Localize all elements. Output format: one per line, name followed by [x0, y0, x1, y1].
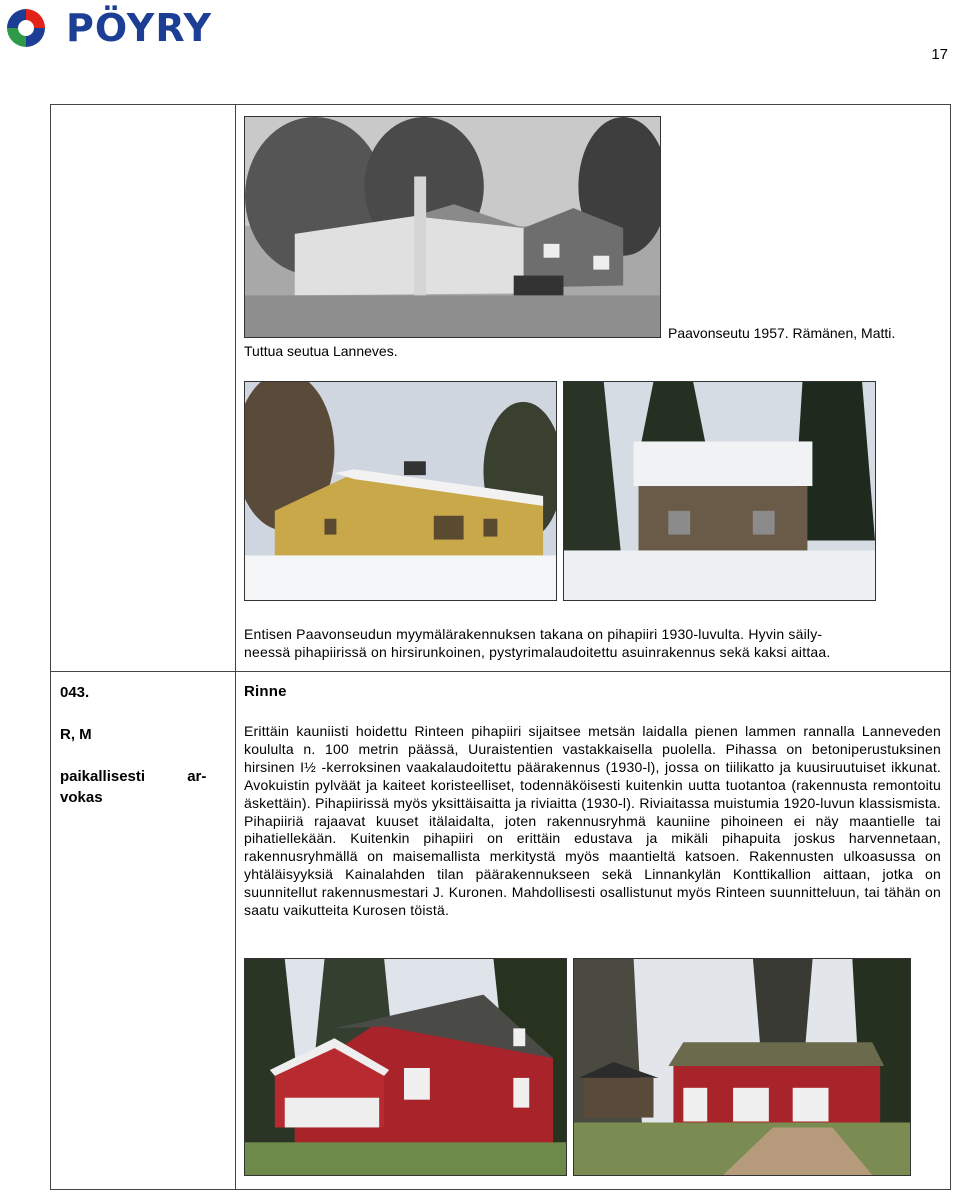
winter-house-yellow-photo — [244, 381, 557, 601]
red-main-building-photo — [244, 958, 567, 1176]
photo-caption-left: Tuttua seutua Lanneves. — [244, 343, 398, 359]
photos-description-line1: Entisen Paavonseudun myymälärakennuksen takana on pihapiiri 1930-luvulta. Hyvin säily- — [244, 626, 823, 642]
winter-house-grey-photo — [563, 381, 876, 601]
entry-value-line1 — [60, 768, 222, 785]
page-number: 17 — [931, 46, 948, 63]
column-divider — [235, 104, 236, 1190]
entry-body: Erittäin kauniisti hoidettu Rinteen pihapiiri sijaitsee metsän laidalla pienen lammen rannalla Lanneveden koululta n. 100 metrin päässä, Uuraistentien vastakkaisella puolella. Pihassa on betoniperustuksinen hirsinen I½ -kerroksinen vaakalaudoitettu päärakennus (1930-l), jossa on tiilikatto ja kuusiruutuiset ikkunat. Avokuistin pylväät ja kaiteet koristeelliset, todennäköisesti kuitenkin uutta tuotantoa (rakennusta remontoitu äskettäin). Pihapiirissä myös yksittäisaitta ja riviaitta (1930-l). Riviaitassa muistumia 1920-luvun klassismista. Pihapiiriä rajaavat kuuset itälaidalta, joten rakennusryhmä kauniine pihoineen ei näy maantielle tai pihatiellekään. Kuitenkin pihapiiri on erittäin edustava ja mikäli pihapuita joskus harvennetaan, rakennusryhmällä on maisemallista merkitystä myös maantieltä katsoen. Rakennusten ulkoasussa on yhtäläisyyksiä Kainalahden tilan päärakennukseen sekä Linnankylän Konttikallion aittaan, jotka on suunnitellut rakennusmestari J. Kuronen. Mahdollisesti osallistunut myös Rinteen suunnitteluun, tai tähän on saatu vaikutteita Kurosen töistä. — [244, 723, 941, 919]
row-divider — [50, 671, 951, 672]
red-storehouse-photo — [573, 958, 911, 1176]
entry-value-text: paikallisesti ar- — [60, 768, 207, 785]
entry-value-line2: vokas — [60, 789, 103, 806]
entry-title: Rinne — [244, 683, 287, 700]
logo-wordmark: PÖYRY — [66, 6, 213, 50]
historical-photo — [244, 116, 661, 338]
company-logo — [4, 6, 244, 50]
entry-category: R, M — [60, 726, 92, 743]
poyry-logo-icon — [4, 6, 48, 50]
entry-number: 043. — [60, 684, 90, 701]
photo-caption-right: Paavonseutu 1957. Rämänen, Matti. — [668, 325, 896, 341]
photos-description-line2: neessä pihapiirissä on hirsirunkoinen, pystyrimalaudoitettu asuinrakennus sekä kaksi aittaa. — [244, 644, 831, 660]
